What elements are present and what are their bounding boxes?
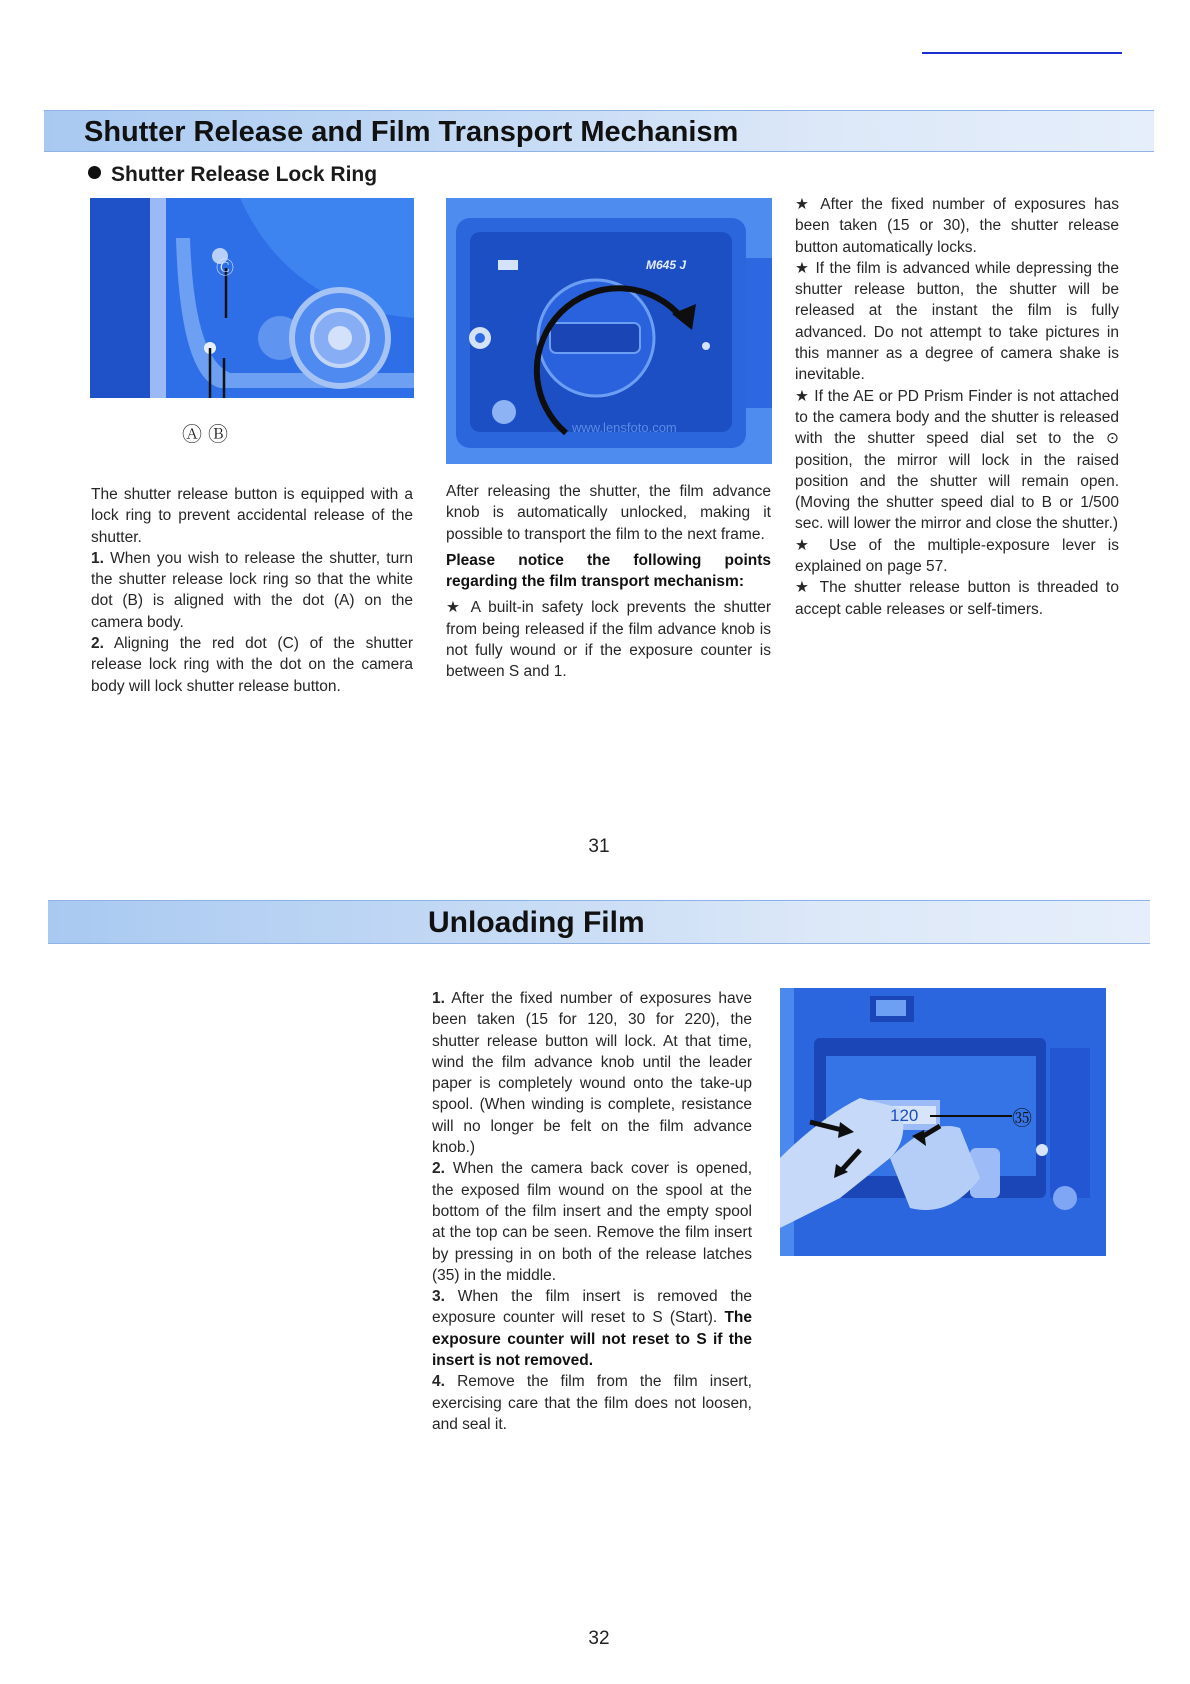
callout-35: ㉟: [1012, 1108, 1032, 1130]
col3-p4: ★ Use of the multiple-exposure lever is explained on page 57.: [795, 536, 1119, 576]
step-number: 3.: [432, 1288, 445, 1306]
section-banner-unloading: [48, 900, 1150, 944]
top-link-underline: [922, 52, 1122, 54]
step-number: 2.: [91, 635, 104, 653]
column-3: [795, 194, 1119, 620]
col1-step2: Aligning the red dot (C) of the shutter release lock ring with the dot on the camera body will lock shutter release button.: [91, 635, 414, 695]
column-2: [446, 481, 771, 683]
section-banner-shutter: [44, 110, 1154, 152]
col2-notice: Please notice the following points regarding the film transport mechanism:: [446, 551, 771, 591]
page-number-31: 31: [588, 836, 610, 857]
camera-model-label: M645 J: [646, 258, 687, 272]
col3-p2: ★ If the film is advanced while depressing the shutter release button, the shutter will be released at the instant the film is fully advanced. Do not attempt to take pictures in this manner as a degree of camera shake is inevitable.: [795, 259, 1119, 384]
film-type-label: 120: [890, 1106, 919, 1125]
bullet-icon: [88, 166, 101, 179]
step3-text: When the film insert is removed the exposure counter will reset to S (Start).: [432, 1288, 752, 1327]
col3-p1: ★ After the fixed number of exposures has been taken (15 or 30), the shutter release button automatically locks.: [795, 196, 1119, 256]
unloading-steps: [432, 988, 752, 1435]
step2-text: When the camera back cover is opened, the exposed film wound on the spool at the bottom of the film insert and the empty spool at the top can be seen. Remove the film insert by pressing in on both of the release latches (35) in the middle.: [432, 1160, 752, 1284]
step-number: 2.: [432, 1160, 445, 1178]
subheading-text: Shutter Release Lock Ring: [111, 163, 378, 186]
photo-film-insert: [780, 988, 1106, 1256]
column-1: [91, 484, 413, 697]
label-c: Ⓒ: [216, 258, 234, 278]
step-number: 4.: [432, 1373, 445, 1391]
subheading: [88, 163, 377, 187]
col2-point1: ★ A built-in safety lock prevents the shutter from being released if the film advance knob is not fully wound or if the exposure counter is between S and 1.: [446, 599, 771, 681]
label-a: Ⓐ: [182, 424, 202, 446]
step-number: 1.: [432, 990, 445, 1007]
col1-step1: When you wish to release the shutter, turn the shutter release lock ring so that the white dot (B) is aligned with the dot (A) on the camera body.: [91, 549, 413, 631]
step4-text: Remove the film from the film insert, exercising care that the film does not loosen, and seal it.: [432, 1373, 752, 1433]
col2-intro: After releasing the shutter, the film advance knob is automatically unlocked, making it possible to transport the film to the next frame.: [446, 483, 771, 543]
page-number-32: 32: [588, 1628, 610, 1649]
label-b: Ⓑ: [208, 424, 228, 446]
col3-p5: ★ The shutter release button is threaded to accept cable releases or self-timers.: [795, 579, 1119, 618]
step1-text: After the fixed number of exposures have been taken (15 for 120, 30 for 220), the shutter release button will lock. At that time, wind the film advance knob until the leader paper is completely wound onto the take-up spool. (When winding is complete, resistance will no longer be felt on the film advance knob.): [432, 990, 753, 1157]
col3-p3: ★ If the AE or PD Prism Finder is not attached to the camera body and the shutter is released with the shutter speed dial set to the ⊙ position, the mirror will lock in the raised position and the shutter will remain open. (Moving the shutter speed dial to B or 1/500 sec. will lower the mirror and close the shutter.): [795, 387, 1119, 533]
step3-warning: The exposure counter will not reset to S if the insert is not removed.: [432, 1309, 752, 1370]
photo-lock-ring: [90, 198, 414, 465]
col1-intro: The shutter release button is equipped with a lock ring to prevent accidental release of the shutter.: [91, 486, 413, 546]
section-title: Unloading Film: [428, 906, 645, 939]
photo-film-advance: [446, 198, 772, 464]
step-number: 1.: [91, 549, 104, 567]
section-title: Shutter Release and Film Transport Mechanism: [84, 116, 739, 148]
watermark: www.lensfoto.com: [572, 420, 677, 435]
